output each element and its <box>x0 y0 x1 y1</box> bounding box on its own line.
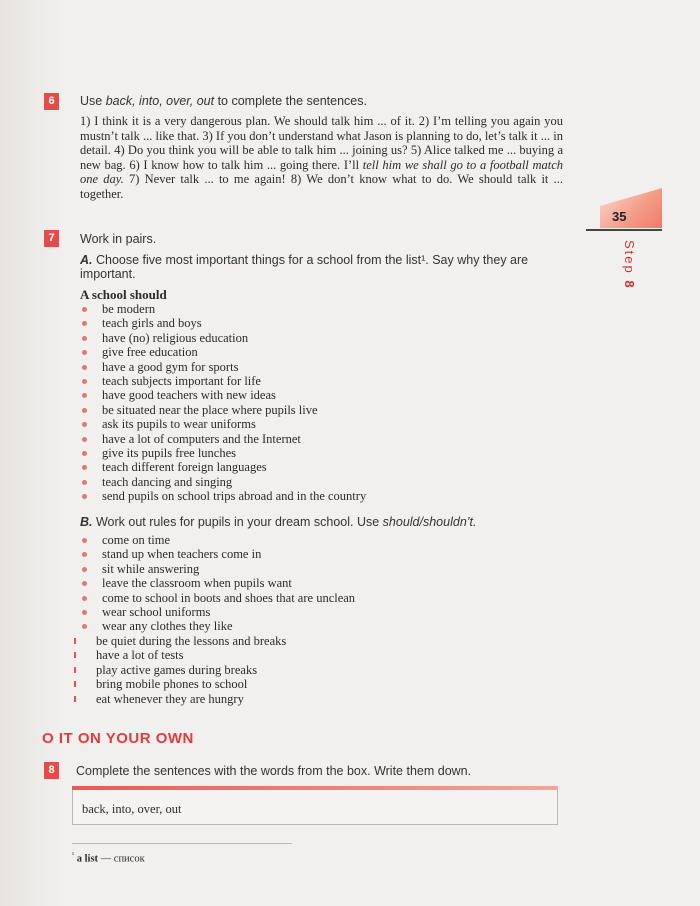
list-item <box>80 576 355 590</box>
list-item-text: teach dancing and singing <box>102 474 233 489</box>
exercise-8-instruction: Complete the sentences with the words from the box. Write them down. <box>76 764 472 778</box>
page-tab <box>600 188 662 228</box>
list-item <box>80 619 355 633</box>
step-label: Step 8 <box>622 240 637 290</box>
list-item <box>80 417 366 431</box>
list-item <box>74 677 286 691</box>
rules-list-bullets <box>80 533 355 634</box>
exercise-6-number: 6 <box>44 93 59 110</box>
list-item-text: have (no) religious education <box>102 330 249 345</box>
bullet-icon <box>82 321 87 326</box>
list-item <box>80 562 355 576</box>
bullet-icon <box>82 422 87 427</box>
list-item-text: play active games during breaks <box>96 662 258 677</box>
list-item <box>80 533 355 547</box>
list-heading: A school should <box>80 287 167 302</box>
bullet-icon <box>82 336 87 341</box>
bullet-icon <box>82 408 87 413</box>
list-item <box>74 648 286 662</box>
list-item-text: teach girls and boys <box>102 316 202 331</box>
list-item-text: be quiet during the lessons and breaks <box>96 634 287 648</box>
bullet-icon <box>82 610 87 615</box>
bullet-icon <box>82 596 87 601</box>
bullet-icon <box>82 552 87 557</box>
word-box-text: back, into, over, out <box>82 802 182 816</box>
list-item <box>80 302 366 316</box>
list-item-text: sit while answering <box>102 561 200 576</box>
list-item <box>80 446 366 460</box>
list-item <box>80 605 355 619</box>
list-item-text: send pupils on school trips abroad and in the country <box>102 489 367 504</box>
bullet-icon <box>82 350 87 355</box>
list-item <box>74 634 286 648</box>
list-item <box>80 460 366 474</box>
list-item-text: stand up when teachers come in <box>102 547 262 562</box>
bullet-icon <box>82 451 87 456</box>
list-item-text: wear any clothes they like <box>102 619 233 634</box>
list-item-text: bring mobile phones to school <box>96 677 248 692</box>
exercise-7b-instruction: B. Work out rules for pupils in your dream school. Use should/shouldn’t. <box>80 515 477 529</box>
list-item <box>80 489 366 503</box>
list-item-text: have a lot of tests <box>96 648 184 663</box>
tick-icon <box>74 652 76 658</box>
bullet-icon <box>82 567 87 572</box>
list-item-text: be situated near the place where pupils live <box>102 402 318 417</box>
list-item <box>74 692 286 706</box>
exercise-7-instruction: Work in pairs. <box>80 232 157 246</box>
exercise-6-instruction: Use back, into, over, out to complete the sentences. <box>80 94 367 108</box>
tab-rule <box>586 229 662 231</box>
bullet-icon <box>82 538 87 543</box>
section-title: O IT ON YOUR OWN <box>42 730 194 747</box>
list-item-text: give free education <box>102 345 198 360</box>
bullet-icon <box>82 624 87 629</box>
tick-icon <box>74 667 76 673</box>
list-item <box>80 316 366 330</box>
rules-list-ticks <box>74 634 286 706</box>
bullet-icon <box>82 581 87 586</box>
exercise-8-number: 8 <box>44 762 59 779</box>
list-item <box>80 403 366 417</box>
list-item <box>80 475 366 489</box>
tick-icon <box>74 696 76 702</box>
list-item-text: come to school in boots and shoes that are unclean <box>102 590 356 605</box>
tick-icon <box>74 638 76 644</box>
list-item <box>80 388 366 402</box>
list-item-text: have a good gym for sports <box>102 359 239 374</box>
bullet-icon <box>82 437 87 442</box>
bullet-icon <box>82 393 87 398</box>
word-box-border <box>72 786 558 790</box>
exercise-7a-instruction: A. Choose five most important things for a school from the list¹. Say why they are important. <box>80 253 529 281</box>
list-item-text: have good teachers with new ideas <box>102 388 276 403</box>
list-item <box>74 663 286 677</box>
exercise-6-text: 1) I think it is a very dangerous plan. We should talk him ... of it. 2) I’m telling you again you mustn’t talk ... like that. 3) If you don’t understand what Jason is planning to do, let’s talk it ... in detail. 4) Do you think you will be able to talk him ... joining us? 5) Alice talked me ... buying a new bag. 6) I know how to talk him ... going there. I’ll tell him we shall go to a football match one day. 7) Never talk ... to me again! 8) We don’t know what to do. We should talk it ... together. <box>80 114 563 201</box>
list-item <box>80 331 366 345</box>
list-item <box>80 345 366 359</box>
list-item-text: leave the classroom when pupils want <box>102 576 292 591</box>
list-item-text: wear school uniforms <box>102 605 211 620</box>
tick-icon <box>74 681 76 687</box>
list-item-text: eat whenever they are hungry <box>96 691 244 706</box>
bullet-icon <box>82 465 87 470</box>
list-item <box>80 591 355 605</box>
footnote: $^{^1}$ a list — список <box>72 851 145 865</box>
bullet-icon <box>82 494 87 499</box>
list-item <box>80 432 366 446</box>
list-item-text: ask its pupils to wear uniforms <box>102 417 256 432</box>
list-item-text: teach different foreign languages <box>102 460 267 475</box>
list-item <box>80 360 366 374</box>
list-item-text: have a lot of computers and the Internet <box>102 431 301 446</box>
exercise-7-number: 7 <box>44 230 59 247</box>
list-item-text: come on time <box>102 533 171 547</box>
bullet-icon <box>82 480 87 485</box>
bullet-icon <box>82 307 87 312</box>
list-item-text: give its pupils free lunches <box>102 446 236 461</box>
list-item <box>80 374 366 388</box>
footnote-rule <box>72 843 292 844</box>
list-item <box>80 547 355 561</box>
school-list <box>80 302 366 504</box>
list-item-text: be modern <box>102 302 156 316</box>
bullet-icon <box>82 365 87 370</box>
page-number: 35 <box>612 209 627 224</box>
list-item-text: teach subjects important for life <box>102 374 261 389</box>
bullet-icon <box>82 379 87 384</box>
